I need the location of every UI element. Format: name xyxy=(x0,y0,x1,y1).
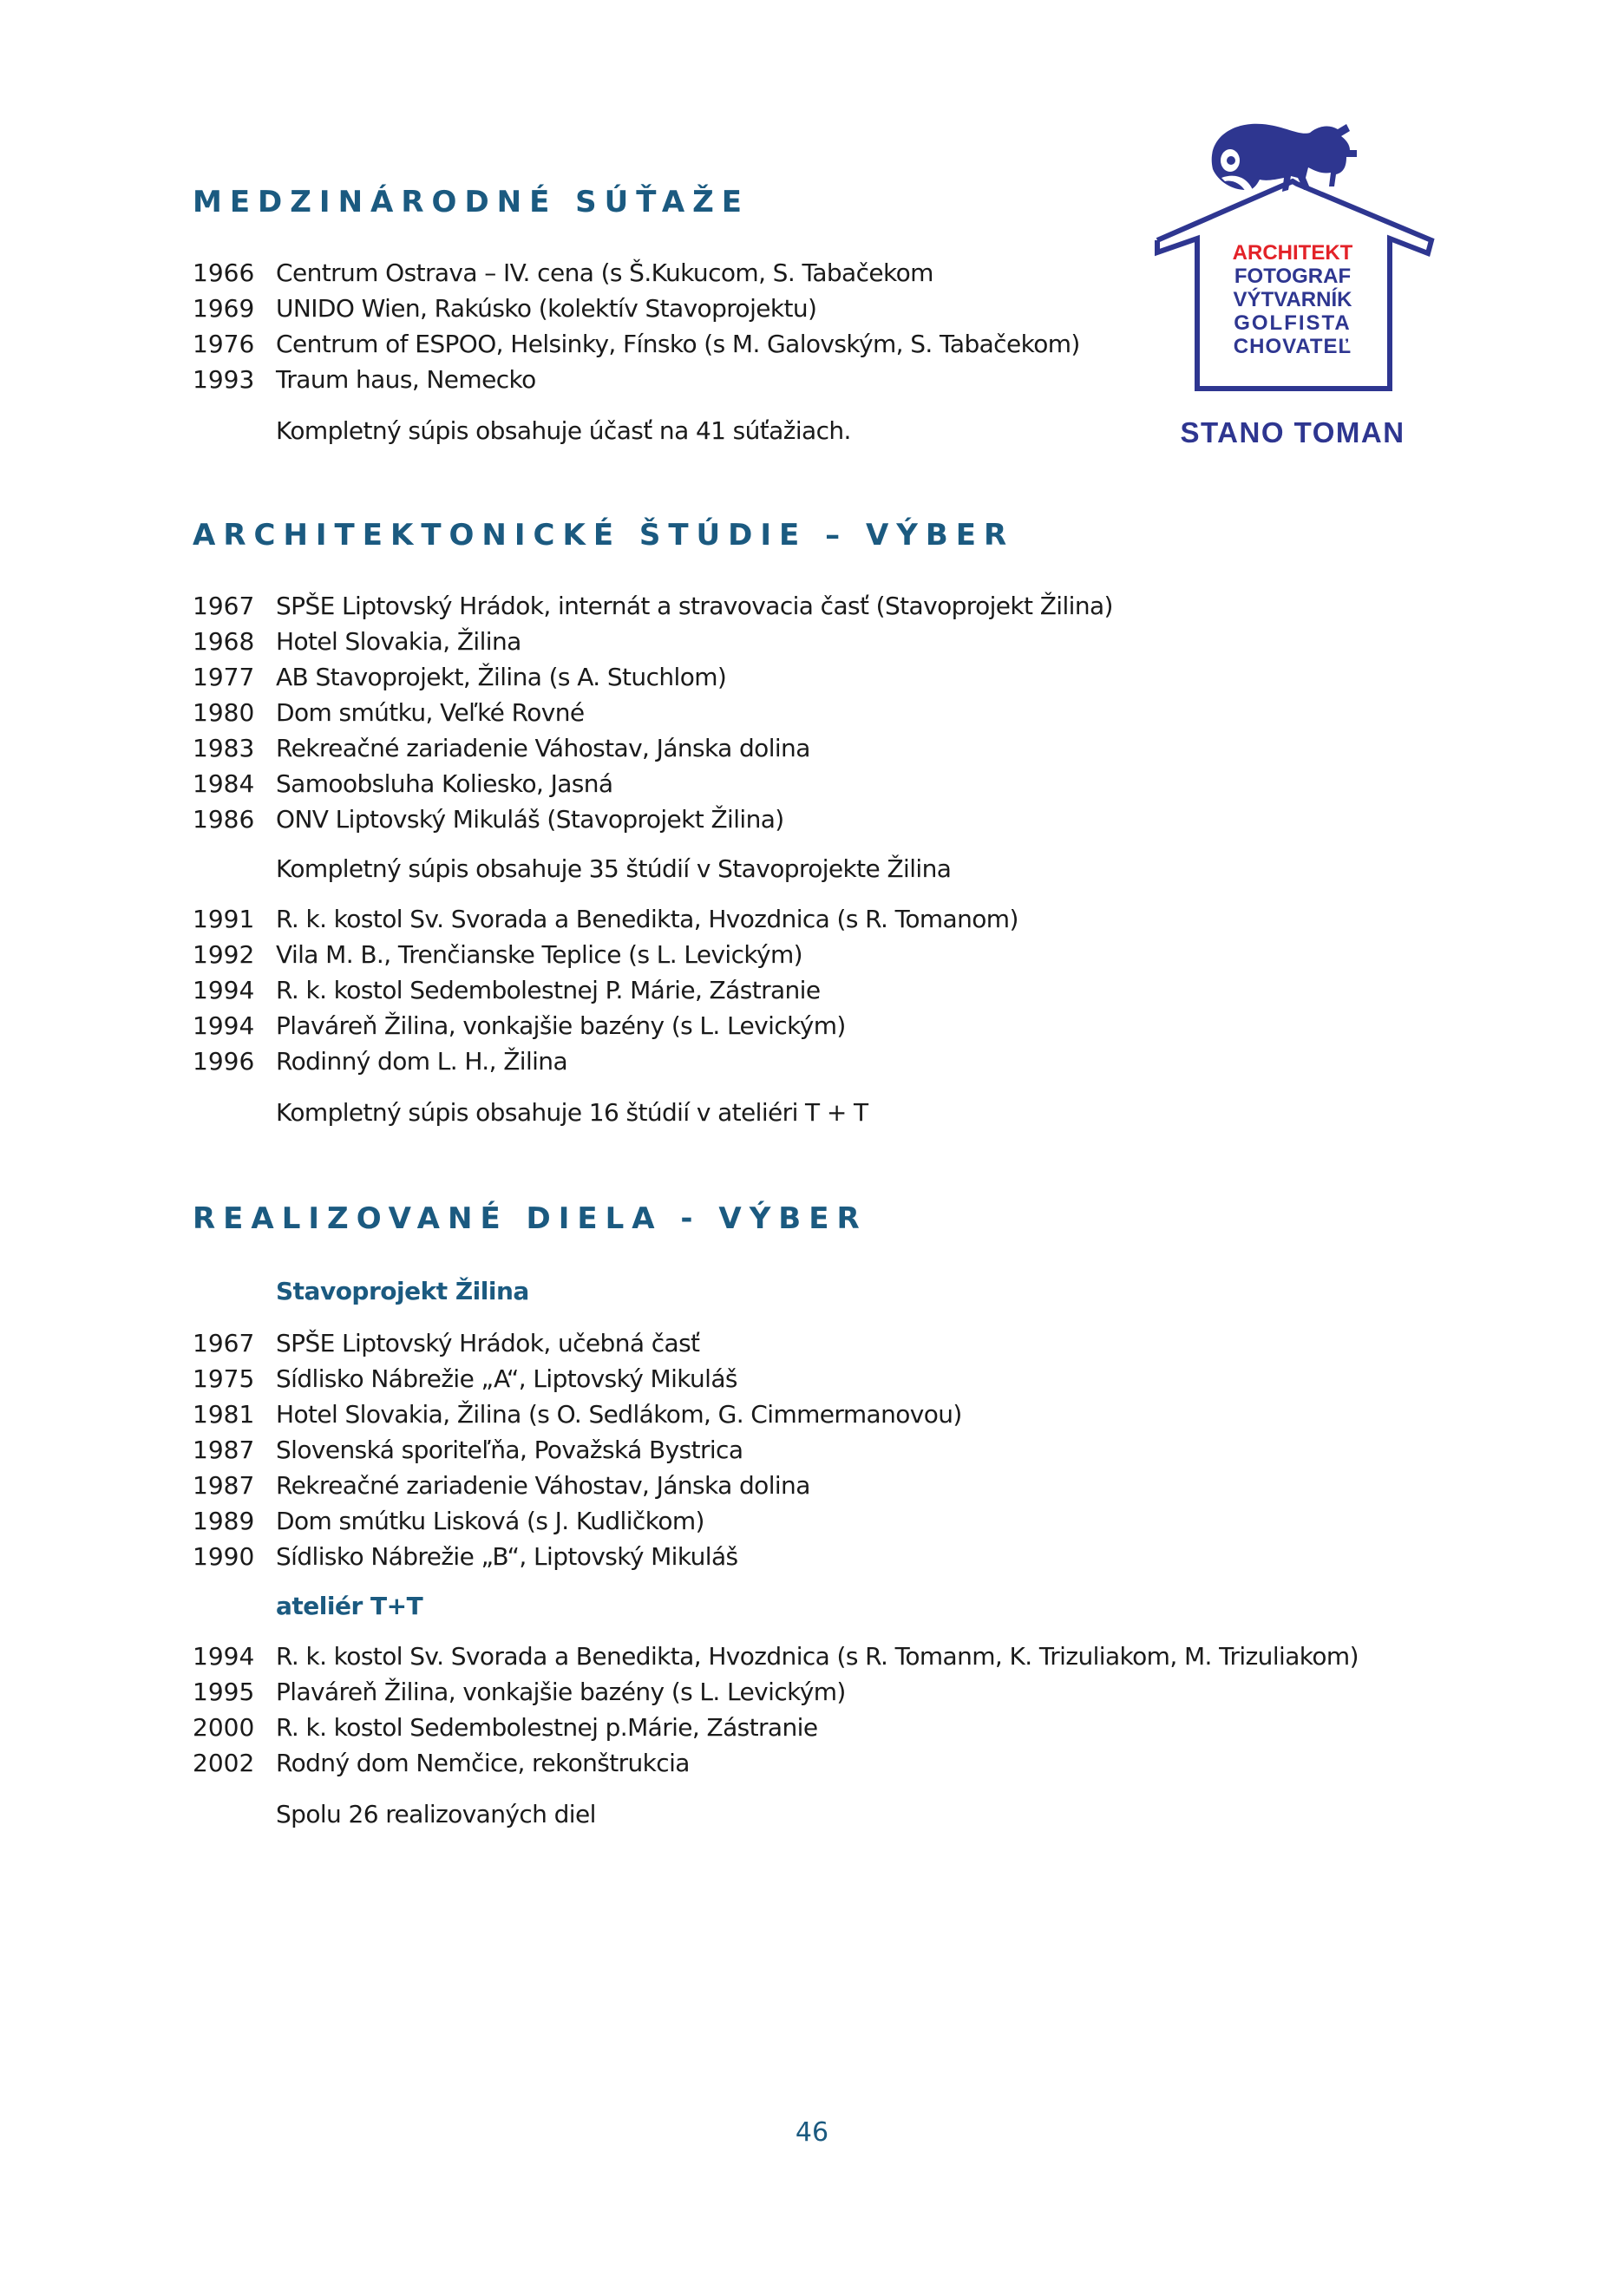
list-item xyxy=(193,1749,1359,1784)
list-item xyxy=(193,1471,962,1507)
entry-text: SPŠE Liptovský Hrádok, učebná časť xyxy=(276,1329,700,1357)
list-item xyxy=(193,1011,1018,1047)
realized-note: Spolu 26 realizovaných diel xyxy=(276,1800,596,1828)
entry-text: Rodinný dom L. H., Žilina xyxy=(276,1047,568,1076)
list-item xyxy=(193,734,1113,769)
list-item xyxy=(193,1436,962,1471)
entry-text: Plaváreň Žilina, vonkajšie bazény (s L. Levickým) xyxy=(276,1011,846,1040)
list-item xyxy=(193,1542,962,1578)
entry-text: R. k. kostol Sedembolestnej P. Márie, Zástranie xyxy=(276,976,821,1004)
year: 1987 xyxy=(193,1471,255,1500)
list-item xyxy=(193,663,1113,698)
studies-list-atelier xyxy=(193,905,1018,1083)
entry-text: Plaváreň Žilina, vonkajšie bazény (s L. Levickým) xyxy=(276,1678,846,1706)
year: 1968 xyxy=(193,627,255,656)
logo-word: ARCHITEKT xyxy=(1232,241,1353,265)
logo-word: FOTOGRAF xyxy=(1234,265,1352,288)
year: 1981 xyxy=(193,1400,255,1429)
logo-word: VÝTVARNÍK xyxy=(1233,288,1352,311)
year: 1967 xyxy=(193,1329,255,1357)
year: 1994 xyxy=(193,976,255,1004)
studies-note-atelier: Kompletný súpis obsahuje 16 štúdií v ateliéri T + T xyxy=(276,1098,868,1127)
competitions-note: Kompletný súpis obsahuje účasť na 41 súťažiach. xyxy=(276,416,851,445)
year: 1980 xyxy=(193,698,255,727)
entry-text: Centrum Ostrava – IV. cena (s Š.Kukucom, S. Tabačekom xyxy=(276,258,933,287)
entry-text: R. k. kostol Sv. Svorada a Benedikta, Hvozdnica (s R. Tomanom) xyxy=(276,905,1018,933)
logo-word: CHOVATEĽ xyxy=(1233,335,1352,358)
year: 1987 xyxy=(193,1436,255,1464)
studies-note-stavoprojekt: Kompletný súpis obsahuje 35 štúdií v Stavoprojekte Žilina xyxy=(276,854,952,883)
list-item xyxy=(193,1507,962,1542)
year: 1969 xyxy=(193,294,255,323)
year: 1994 xyxy=(193,1642,255,1671)
list-item xyxy=(193,627,1113,663)
list-item xyxy=(193,592,1113,627)
list-item xyxy=(193,1364,962,1400)
year: 1984 xyxy=(193,769,255,798)
section-title-realized: REALIZOVANÉ DIELA - VÝBER xyxy=(193,1201,868,1236)
year: 1989 xyxy=(193,1507,255,1535)
list-item xyxy=(193,976,1018,1011)
subheading-atelier: ateliér T+T xyxy=(276,1592,423,1620)
entry-text: Dom smútku Lisková (s J. Kudličkom) xyxy=(276,1507,704,1535)
year: 2002 xyxy=(193,1749,255,1777)
list-item xyxy=(193,698,1113,734)
logo xyxy=(1145,117,1440,455)
list-item xyxy=(193,1329,962,1364)
year: 1976 xyxy=(193,330,255,358)
entry-text: ONV Liptovský Mikuláš (Stavoprojekt Žilina) xyxy=(276,805,784,834)
list-item xyxy=(193,805,1113,841)
list-item xyxy=(193,905,1018,940)
studies-list-stavoprojekt xyxy=(193,592,1113,841)
entry-text: R. k. kostol Sv. Svorada a Benedikta, Hvozdnica (s R. Tomanm, K. Trizuliakom, M. Trizuliakom) xyxy=(276,1642,1359,1671)
list-item xyxy=(193,1400,962,1436)
entry-text: Hotel Slovakia, Žilina xyxy=(276,627,521,656)
entry-text: Samoobsluha Koliesko, Jasná xyxy=(276,769,613,798)
year: 1966 xyxy=(193,258,255,287)
list-item xyxy=(193,1047,1018,1083)
entry-text: R. k. kostol Sedembolestnej p.Márie, Zástranie xyxy=(276,1713,818,1742)
year: 1994 xyxy=(193,1011,255,1040)
competitions-list xyxy=(193,258,1080,401)
entry-text: SPŠE Liptovský Hrádok, internát a stravovacia časť (Stavoprojekt Žilina) xyxy=(276,592,1113,620)
list-item xyxy=(193,1713,1359,1749)
year: 1967 xyxy=(193,592,255,620)
entry-text: Hotel Slovakia, Žilina (s O. Sedlákom, G. Cimmermanovou) xyxy=(276,1400,962,1429)
logo-words xyxy=(1145,241,1440,358)
realized-list-atelier xyxy=(193,1642,1359,1784)
year: 1993 xyxy=(193,365,255,394)
entry-text: Dom smútku, Veľké Rovné xyxy=(276,698,585,727)
entry-text: Centrum of ESPOO, Helsinky, Fínsko (s M. Galovským, S. Tabačekom) xyxy=(276,330,1080,358)
list-item xyxy=(193,258,1080,294)
list-item xyxy=(193,330,1080,365)
entry-text: Vila M. B., Trenčianske Teplice (s L. Levickým) xyxy=(276,940,802,969)
list-item xyxy=(193,365,1080,401)
logo-word: GOLFISTA xyxy=(1234,311,1352,335)
entry-text: Sídlisko Nábrežie „B“, Liptovský Mikuláš xyxy=(276,1542,738,1571)
year: 2000 xyxy=(193,1713,255,1742)
year: 1986 xyxy=(193,805,255,834)
entry-text: Rodný dom Nemčice, rekonštrukcia xyxy=(276,1749,690,1777)
year: 1983 xyxy=(193,734,255,762)
year: 1996 xyxy=(193,1047,255,1076)
list-item xyxy=(193,769,1113,805)
year: 1991 xyxy=(193,905,255,933)
section-title-competitions: MEDZINÁRODNÉ SÚŤAŽE xyxy=(193,185,750,219)
page-number: 46 xyxy=(795,2117,829,2148)
realized-list-stavoprojekt xyxy=(193,1329,962,1578)
year: 1977 xyxy=(193,663,255,691)
entry-text: Rekreačné zariadenie Váhostav, Jánska dolina xyxy=(276,1471,810,1500)
entry-text: Sídlisko Nábrežie „A“, Liptovský Mikuláš xyxy=(276,1364,737,1393)
list-item xyxy=(193,1678,1359,1713)
section-title-studies: ARCHITEKTONICKÉ ŠTÚDIE – VÝBER xyxy=(193,518,1015,553)
year: 1995 xyxy=(193,1678,255,1706)
entry-text: AB Stavoprojekt, Žilina (s A. Stuchlom) xyxy=(276,663,727,691)
entry-text: Slovenská sporiteľňa, Považská Bystrica xyxy=(276,1436,743,1464)
entry-text: Rekreačné zariadenie Váhostav, Jánska dolina xyxy=(276,734,810,762)
list-item xyxy=(193,294,1080,330)
year: 1992 xyxy=(193,940,255,969)
list-item xyxy=(193,1642,1359,1678)
list-item xyxy=(193,940,1018,976)
entry-text: UNIDO Wien, Rakúsko (kolektív Stavoprojektu) xyxy=(276,294,817,323)
entry-text: Traum haus, Nemecko xyxy=(276,365,536,394)
subheading-stavoprojekt: Stavoprojekt Žilina xyxy=(276,1277,529,1305)
year: 1975 xyxy=(193,1364,255,1393)
logo-name: STANO TOMAN xyxy=(1180,416,1405,448)
year: 1990 xyxy=(193,1542,255,1571)
